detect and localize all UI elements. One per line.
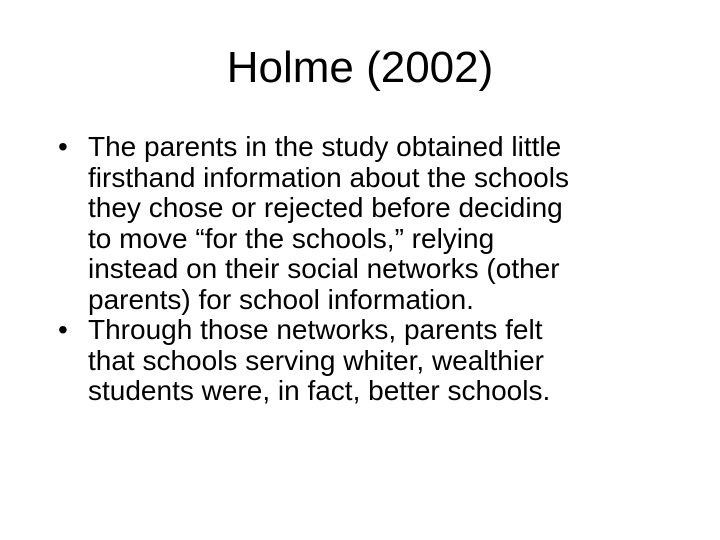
- bullet-dot-icon: •: [58, 314, 68, 345]
- bullet-line: The parents in the study obtained little: [88, 131, 562, 162]
- bullet-line: they chose or rejected before deciding: [88, 192, 563, 223]
- bullet-line: firsthand information about the schools: [88, 161, 569, 193]
- bullet-line: students were, in fact, better schools.: [88, 375, 551, 406]
- bullet-dot-icon: •: [58, 131, 68, 162]
- bullet-line: to move “for the schools,” relying: [88, 222, 495, 254]
- slide-title: Holme (2002): [226, 43, 494, 92]
- bullet-item: [58, 315, 698, 407]
- bullet-line: instead on their social networks (other: [88, 253, 560, 284]
- bullet-list: [58, 132, 698, 407]
- bullet-line: parents) for school information.: [88, 283, 474, 315]
- bullet-item: [58, 132, 698, 315]
- bullet-line: Through those networks, parents felt: [88, 314, 543, 345]
- bullet-line: that schools serving whiter, wealthier: [88, 344, 544, 376]
